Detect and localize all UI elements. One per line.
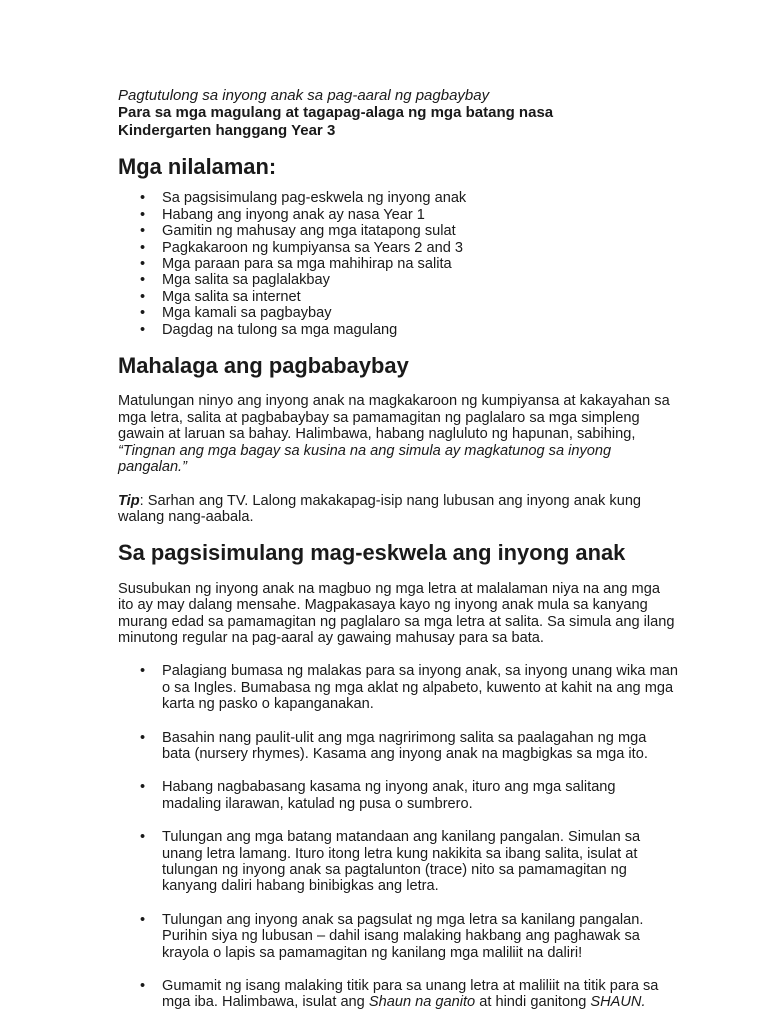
list-item xyxy=(118,272,678,288)
list-item xyxy=(118,207,678,223)
document-subtitle xyxy=(118,104,678,139)
bullet-icon: • xyxy=(140,829,146,846)
list-item xyxy=(118,663,678,712)
bullet-icon: • xyxy=(140,305,146,322)
bullet-icon: • xyxy=(140,288,146,305)
bullet-icon: • xyxy=(140,272,146,289)
bullet-icon: • xyxy=(140,978,146,995)
list-item-text: Habang nagbabasang kasama ng inyong anak, ituro ang mga salitang madaling ilarawan, katulad ng pusa o sumbrero. xyxy=(162,779,616,812)
list-item-text: Basahin nang paulit-ulit ang mga nagririmong salita sa paalagahan ng mga bata (nursery rhymes). Kasama ang inyong anak na magbigkas sa mga ito. xyxy=(162,729,648,762)
mahalaga-paragraph-text: Matulungan ninyo ang inyong anak na magkakaroon ng kumpiyansa at kakayahan sa mga letra, salita at pagbabaybay sa pamamagitan ng paglalaro sa mga simpleng gawain at laruan sa bahay. Halimbawa, habang nagluluto ng hapunan, sabihing, xyxy=(118,393,670,443)
list-item xyxy=(118,223,678,239)
bullet-icon: • xyxy=(140,239,146,256)
list-item-text: Mga salita sa paglalakbay xyxy=(162,272,330,289)
list-item-text: Tulungan ang mga batang matandaan ang kanilang pangalan. Simulan sa unang letra lamang. Ituro itong letra kung nakikita sa ibang salita, isulat at tulungan ng inyong anak sa pagtalunton (trace) nito sa pamamagitan ng kanyang daliri habang binibigkas ang letra. xyxy=(162,829,641,895)
list-item xyxy=(118,779,678,812)
document-title: Pagtutulong sa inyong anak sa pag-aaral ng pagbaybay xyxy=(118,87,490,104)
section-heading-pagsisimula: Sa pagsisimulang mag-eskwela ang inyong anak xyxy=(118,540,626,566)
tips-list xyxy=(118,663,678,1011)
bullet-icon: • xyxy=(140,321,146,338)
tip-paragraph xyxy=(118,493,678,526)
section-heading-mahalaga: Mahalaga ang pagbabaybay xyxy=(118,353,409,379)
subtitle-line-1: Para sa mga magulang at tagapag-alaga ng mga batang nasa xyxy=(118,104,554,121)
list-item-text: Mga salita sa internet xyxy=(162,288,301,305)
bullet-icon: • xyxy=(140,729,146,746)
list-item xyxy=(118,190,678,206)
list-item xyxy=(118,912,678,961)
list-item xyxy=(118,730,678,763)
list-item xyxy=(118,289,678,305)
bullet-icon: • xyxy=(140,911,146,928)
bullet-icon: • xyxy=(140,256,146,273)
document-page xyxy=(118,87,678,1028)
list-item-text xyxy=(162,978,658,1010)
bullet-icon: • xyxy=(140,663,146,680)
list-item-text: Palagiang bumasa ng malakas para sa inyong anak, sa inyong unang wika man o sa Ingles. Bumabasa ng mga aklat ng alpabeto, kuwento at kahit na ang mga karta ng pasko o kapanganakan. xyxy=(162,663,678,713)
last-tip-example-1: Shaun na ganito xyxy=(368,994,476,1011)
list-item-text: Sa pagsisimulang pag-eskwela ng inyong anak xyxy=(162,190,467,207)
bullet-icon: • xyxy=(140,206,146,223)
tip-text: : Sarhan ang TV. Lalong makakapag-isip nang lubusan ang inyong anak kung walang nang-aabala. xyxy=(118,492,642,525)
last-tip-text: Gumamit ng isang malaking titik para sa unang letra at maliliit na titik para sa mga iba. Halimbawa, isulat ang xyxy=(162,978,659,1011)
list-item-text: Mga kamali sa pagbaybay xyxy=(162,305,332,322)
mahalaga-quote: “Tingnan ang mga bagay sa kusina na ang simula ay magkatunog sa inyong pangalan.” xyxy=(118,442,612,476)
list-item-text: Habang ang inyong anak ay nasa Year 1 xyxy=(162,206,425,223)
list-item xyxy=(118,322,678,338)
list-item-text: Tulungan ang inyong anak sa pagsulat ng mga letra sa kanilang pangalan. Purihin siya ng lubusan – dahil isang malaking hakbang ang paghawak sa krayola o lapis sa pamamagitan ng kanilang mga maliliit na daliri! xyxy=(162,911,644,961)
list-item xyxy=(118,978,678,1011)
bullet-icon: • xyxy=(140,190,146,207)
list-item-text: Mga paraan para sa mga mahihirap na salita xyxy=(162,256,452,273)
mahalaga-paragraph xyxy=(118,393,678,475)
list-item xyxy=(118,256,678,272)
list-item-text: Gamitin ng mahusay ang mga itatapong sulat xyxy=(162,223,456,240)
list-item xyxy=(118,829,678,895)
tip-label: Tip xyxy=(118,492,140,509)
last-tip-example-2: SHAUN. xyxy=(590,994,646,1011)
pagsisimula-paragraph: Susubukan ng inyong anak na magbuo ng mga letra at malalaman niya na ang mga ito ay may dalang mensahe. Magpakasaya kayo ng inyong anak mula sa kanyang murang edad sa pamamagitan ng paglalaro sa mga letra at salita. Sa simula ang ilang minutong regular na pag-aaral ay gawaing mahusay para sa bata. xyxy=(118,580,675,646)
contents-heading: Mga nilalaman: xyxy=(118,154,277,179)
contents-list xyxy=(118,190,678,338)
list-item xyxy=(118,305,678,321)
list-item-text: Dagdag na tulong sa mga magulang xyxy=(162,321,398,338)
list-item-text: Pagkakaroon ng kumpiyansa sa Years 2 and 3 xyxy=(162,239,464,256)
bullet-icon: • xyxy=(140,223,146,240)
subtitle-line-2: Kindergarten hanggang Year 3 xyxy=(118,121,336,139)
last-tip-mid: at hindi ganitong xyxy=(475,994,591,1011)
list-item xyxy=(118,240,678,256)
bullet-icon: • xyxy=(140,779,146,796)
